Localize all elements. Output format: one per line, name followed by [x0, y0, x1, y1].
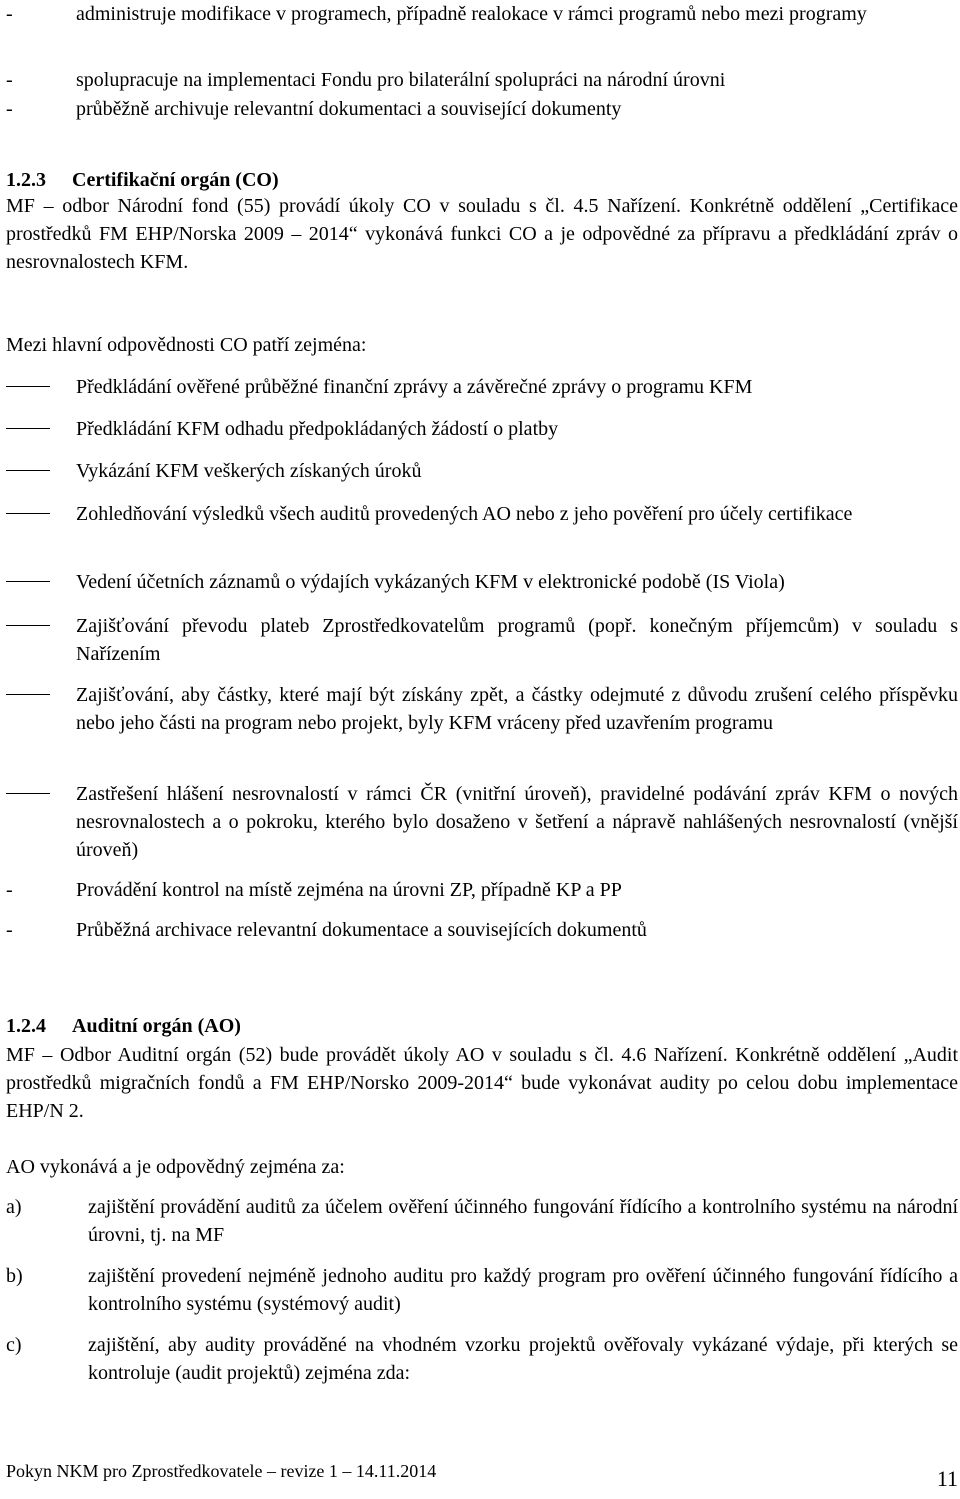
list-item-text: Vykázání KFM veškerých získaných úroků — [76, 460, 422, 482]
responsibilities-intro: Mezi hlavní odpovědnosti CO patří zejména: — [6, 334, 367, 356]
page-footer — [6, 1453, 958, 1493]
dash-bullet: - — [6, 98, 13, 120]
footer-text: Pokyn NKM pro Zprostředkovatele – revize 1 – 14.11.2014 — [6, 1461, 437, 1481]
list-item-text: Předkládání KFM odhadu předpokládaných žádostí o platby — [76, 418, 559, 440]
list-item — [6, 415, 958, 443]
list-marker: c) — [6, 1334, 22, 1356]
list-item — [6, 612, 958, 668]
list-item-text: Zohledňování výsledků všech auditů provedených AO nebo z jeho pověření pro účely certifikace — [76, 503, 853, 525]
section-heading-co — [6, 166, 958, 194]
list-item — [6, 876, 958, 904]
dash-bullet — [6, 625, 50, 626]
list-item — [6, 916, 958, 944]
dash-bullet — [6, 513, 50, 514]
list-item-text: Průběžná archivace relevantní dokumentace a souvisejících dokumentů — [76, 919, 647, 941]
list-item-text: spolupracuje na implementaci Fondu pro bilaterální spolupráci na národní úrovni — [76, 69, 726, 91]
dash-bullet — [6, 793, 50, 794]
list-item — [6, 500, 958, 528]
section-heading-ao — [6, 1012, 958, 1040]
dash-bullet — [6, 581, 50, 582]
list-item-text: Vedení účetních záznamů o výdajích vykázaných KFM v elektronické podobě (IS Viola) — [76, 571, 785, 593]
section-intro-paragraph: MF – odbor Národní fond (55) provádí úkoly CO v souladu s čl. 4.5 Nařízení. Konkrétně oddělení „Certifikace prostředků FM EHP/Norska 2009 – 2014“ vykonává funkci CO a je odpovědné za přípravu a předkládání zpráv o nesrovnalostech KFM. — [6, 195, 958, 273]
dash-bullet — [6, 386, 50, 387]
section-number: 1.2.4 — [6, 1015, 46, 1037]
list-item-text: zajištění, aby audity prováděné na vhodném vzorku projektů ověřovaly vykázané výdaje, při kterých se kontroluje (audit projektů) zejména zda: — [88, 1334, 958, 1384]
list-item — [6, 66, 958, 94]
list-item — [6, 780, 958, 864]
section-title: Auditní orgán (AO) — [72, 1015, 241, 1037]
list-item-text: administruje modifikace v programech, případně realokace v rámci programů nebo mezi programy — [76, 3, 867, 25]
dash-bullet: - — [6, 879, 13, 901]
list-item-text: Zajišťování, aby částky, které mají být získány zpět, a částky odejmuté z důvodu zrušení celého příspěvku nebo jeho části na program nebo projekt, byly KFM vráceny před uzavřením programu — [76, 684, 958, 734]
page-number: 11 — [936, 1466, 958, 1491]
dash-bullet — [6, 694, 50, 695]
list-item — [6, 568, 958, 596]
list-item — [6, 0, 958, 28]
list-item — [6, 1331, 958, 1387]
list-item — [6, 1193, 958, 1249]
dash-bullet: - — [6, 919, 13, 941]
responsibilities-intro: AO vykonává a je odpovědný zejména za: — [6, 1156, 345, 1178]
list-item-text: Zajišťování převodu plateb Zprostředkovatelům programů (popř. konečným příjemcům) v souladu s Nařízením — [76, 615, 958, 665]
list-item-text: zajištění provádění auditů za účelem ověření účinného fungování řídícího a kontrolního systému na národní úrovni, tj. na MF — [88, 1196, 958, 1246]
section-title: Certifikační orgán (CO) — [72, 169, 279, 191]
list-item — [6, 373, 958, 401]
list-item-text: Provádění kontrol na místě zejména na úrovni ZP, případně KP a PP — [76, 879, 622, 901]
list-item — [6, 457, 958, 485]
list-item-text: zajištění provedení nejméně jednoho auditu pro každý program pro ověření účinného fungování řídícího a kontrolního systému (systémový audit) — [88, 1265, 958, 1315]
list-item — [6, 1262, 958, 1318]
list-marker: a) — [6, 1196, 22, 1218]
section-number: 1.2.3 — [6, 169, 46, 191]
dash-bullet — [6, 470, 50, 471]
dash-bullet: - — [6, 3, 13, 25]
list-item-text: průběžně archivuje relevantní dokumentaci a související dokumenty — [76, 98, 622, 120]
dash-bullet: - — [6, 69, 13, 91]
list-marker: b) — [6, 1265, 23, 1287]
dash-bullet — [6, 428, 50, 429]
list-item-text: Zastřešení hlášení nesrovnalostí v rámci ČR (vnitřní úroveň), pravidelné podávání zpráv KFM o nových nesrovnalostech a o pokroku, kterého bylo dosaženo v šetření a nápravě nahlášených nesrovnalostí (vnější úroveň) — [76, 783, 958, 861]
list-item — [6, 95, 958, 123]
list-item-text: Předkládání ověřené průběžné finanční zprávy a závěrečné zprávy o programu KFM — [76, 376, 753, 398]
list-item — [6, 681, 958, 737]
section-intro-paragraph: MF – Odbor Auditní orgán (52) bude provádět úkoly AO v souladu s čl. 4.6 Nařízení. Konkrétně oddělení „Audit prostředků migračních fondů a FM EHP/Norsko 2009-2014“ bude vykonávat audity po celou dobu implementace EHP/N 2. — [6, 1044, 958, 1122]
